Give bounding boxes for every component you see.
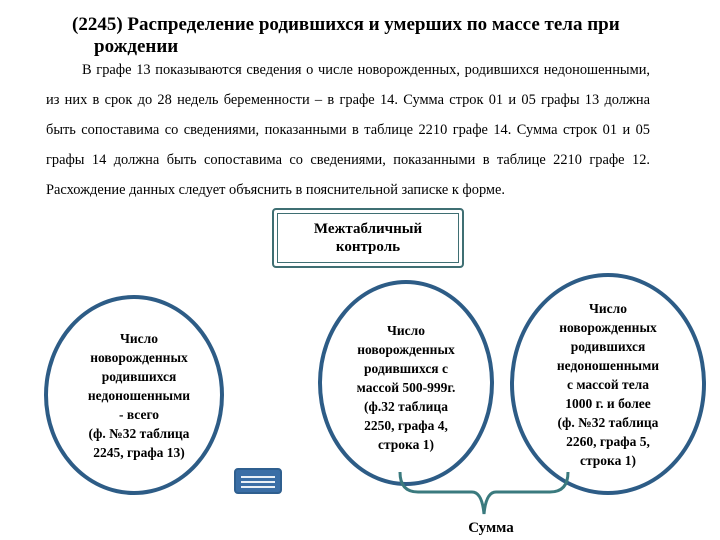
title-line-1: (2245) Распределение родившихся и умерших по массе тела при [72, 14, 620, 35]
premature-total-circle [44, 295, 224, 495]
sum-label: Сумма [468, 520, 514, 536]
mass-500-999-circle [318, 280, 494, 486]
premature-total-text: Число новорожденных родившихся недоношенными - всего (ф. №32 таблица 2245, графа 13) [87, 330, 191, 460]
intertable-control-box: Межтабличный контроль [272, 208, 464, 268]
menu-button[interactable] [234, 468, 282, 494]
sum-brace [396, 470, 572, 518]
menu-icon [241, 474, 275, 488]
description-paragraph: В графе 13 показываются сведения о числе новорожденных, родившихся недоношенными, из них в срок до 28 недель беременности – в графе 14. Сумма строк 01 и 05 графы 13 должна быть сопоставима со сведениями, показанными в таблице 2210 графе 14. Сумма строк 01 и 05 графы 14 должна быть сопоставима со сведениями, показанными в таблице 2210 графе 12. Расхождение данных следует объяснить в пояснительной записке к форме. [46, 62, 650, 198]
mass-1000-plus-circle [510, 273, 706, 495]
title-line-2: рождении [94, 36, 179, 57]
slide-title [72, 14, 672, 58]
mass-500-999-text: Число новорожденных родившихся с массой 500-999г. (ф.32 таблица 2250, графа 4, строка 1) [356, 322, 456, 452]
mass-1000-plus-text: Число новорожденных родившихся недоношенными с массой тела 1000 г. и более (ф. №32 таблица 2260, графа 5, строка 1) [556, 300, 660, 468]
